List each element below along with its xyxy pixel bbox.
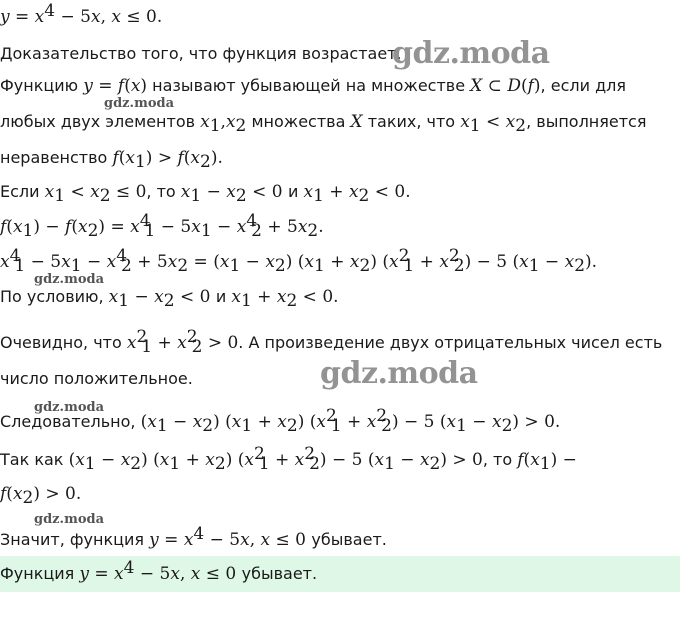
watermark-small: gdz.moda <box>34 272 105 287</box>
obvious-line: Очевидно, что $x^2_1 + x^2_2 > 0$. А произведение двух отрицательных чисел есть <box>0 327 663 357</box>
answer-text: Функция $y = x^4 - 5x$, x ≤ 0 убывает. <box>0 558 318 584</box>
var-x: x <box>111 7 121 27</box>
definition-line-2: любых двух элементов $x_1,x_2$ множества X таких, что $x_1 < x_2$, выполняется <box>0 112 647 136</box>
definition-line-1: Функцию y = f(x) называют убывающей на множестве X ⊂ D(f), если для <box>0 76 626 96</box>
difference-expression: $f(x_1) - f(x_2) = x^4_1 - 5x_1 - x^4_2 + 5x_2$. <box>0 211 324 241</box>
watermark: gdz.moda <box>320 356 478 391</box>
watermark-small: gdz.moda <box>34 400 105 415</box>
condition-line: Если $x_1 < x_2 \le 0$, то $x_1 - x_2 < 0$ и $x_1 + x_2 < 0$. <box>0 182 411 206</box>
conclusion-line: Значит, функция $y = x^4 - 5x$, x ≤ 0 убывает. <box>0 524 387 550</box>
given-condition: По условию, $x_1 - x_2 < 0$ и $x_1 + x_2 < 0$. <box>0 287 339 311</box>
watermark-small: gdz.moda <box>34 512 105 527</box>
since-line-cont: $f(x_2) > 0$. <box>0 484 82 508</box>
positive-line: число положительное. <box>0 369 193 388</box>
definition-line-3: неравенство $f(x_1) > f(x_2)$. <box>0 148 223 172</box>
function-header: $y = x^4 - 5x$, x ≤ 0. <box>0 1 163 27</box>
factorization-expression: $x^4_1 - 5x_1 - x^4_2 + 5x_2 = (x_1 - x_2) (x_1 + x_2) (x^2_1 + x^2_2) - 5$ $(x_1 - x_2)$. <box>0 246 598 276</box>
since-line: Так как $(x_1 - x_2) (x_1 + x_2) (x^2_1 + x^2_2) - 5$ $(x_1 - x_2) > 0$, то $f(x_1)$ − <box>0 444 577 474</box>
watermark: gdz.moda <box>392 36 550 71</box>
consequently-line: Следовательно, $(x_1 - x_2) (x_1 + x_2) (x^2_1 + x^2_2) - 5$ $(x_1 - x_2) > 0$. <box>0 406 561 436</box>
watermark-small: gdz.moda <box>104 96 175 111</box>
answer-box <box>0 556 680 592</box>
proof-title <box>0 42 402 66</box>
proof-title-text: Доказательство того, что функция возрастает. <box>0 44 402 63</box>
